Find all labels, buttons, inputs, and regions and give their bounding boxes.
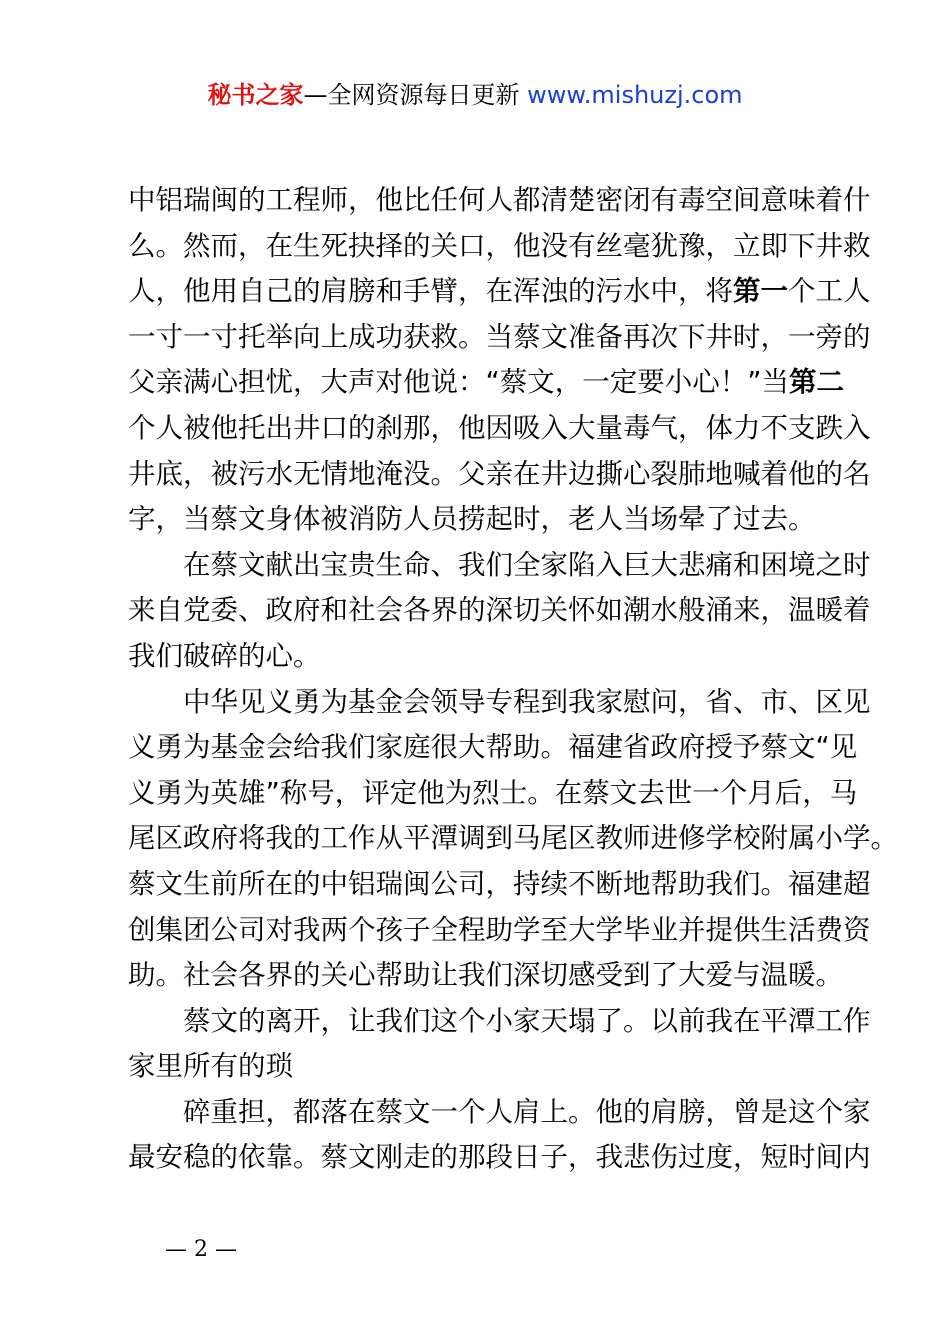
paragraph-first-line: 中华见义勇为基金会领导专程到我家慰问，省、市、区见 bbox=[183, 685, 871, 718]
text-line: 一寸一寸托举向上成功获救。当蔡文准备再次下井时，一旁的 bbox=[128, 320, 871, 353]
text-line: 蔡文生前所在的中铝瑞闽公司，持续不断地帮助我们。福建超 bbox=[128, 867, 871, 900]
paragraph-first-line: 蔡文的离开，让我们这个小家天塌了。以前我在平潭工作 bbox=[183, 1004, 871, 1037]
site-brand: 秘书之家 bbox=[207, 81, 304, 109]
text-line: 义勇为基金会给我们家庭很大帮助。福建省政府授予蔡文“见 bbox=[128, 731, 858, 764]
text-line: 来自党委、政府和社会各界的深切关怀如潮水般涌来，温暖着 bbox=[128, 594, 871, 627]
text-line: 创集团公司对我两个孩子全程助学至大学毕业并提供生活费资 bbox=[128, 913, 871, 946]
paragraph-first-line: 碎重担，都落在蔡文一个人肩上。他的肩膀，曾是这个家 bbox=[183, 1095, 871, 1128]
text-segment: 个工人 bbox=[788, 275, 871, 308]
text-line bbox=[128, 269, 871, 315]
text-line: 最安稳的依靠。蔡文刚走的那段日子，我悲伤过度，短时间内 bbox=[128, 1141, 871, 1174]
text-line: 字，当蔡文身体被消防人员捞起时，老人当场晕了过去。 bbox=[128, 503, 816, 536]
site-slogan: —全网资源每日更新 bbox=[303, 81, 520, 109]
site-header bbox=[0, 78, 950, 112]
text-line: 家里所有的琐 bbox=[128, 1050, 293, 1083]
text-line: 井底，被污水无情地淹没。父亲在井边撕心裂肺地喊着他的名 bbox=[128, 457, 871, 490]
text-line: 我们破碎的心。 bbox=[128, 639, 321, 672]
bold-text: 第二 bbox=[789, 366, 844, 399]
text-segment: 人，他用自己的肩膀和手臂，在浑浊的污水中，将 bbox=[128, 275, 733, 308]
text-line: 个人被他托出井口的刹那，他因吸入大量毒气，体力不支跌入 bbox=[128, 411, 871, 444]
text-line: 尾区政府将我的工作从平潭调到马尾区教师进修学校附属小学。 bbox=[128, 822, 898, 855]
text-line: 中铝瑞闽的工程师，他比任何人都清楚密闭有毒空间意味着什 bbox=[128, 184, 871, 216]
text-line: 助。社会各界的关心帮助让我们深切感受到了大爱与温暖。 bbox=[128, 959, 843, 992]
bold-text: 第一 bbox=[733, 275, 788, 308]
text-segment: 父亲满心担忧，大声对他说：“蔡文，一定要小心！”当 bbox=[128, 366, 789, 399]
site-url-link[interactable]: www.mishuzj.com bbox=[527, 81, 743, 109]
text-line: 义勇为英雄”称号，评定他为烈士。在蔡文去世一个月后，马 bbox=[128, 776, 858, 809]
document-body bbox=[128, 178, 898, 1181]
text-line bbox=[128, 360, 848, 406]
paragraph-first-line: 在蔡文献出宝贵生命、我们全家陷入巨大悲痛和困境之时 bbox=[183, 548, 871, 581]
page-number: — 2 — bbox=[165, 1237, 237, 1262]
text-line: 么。然而，在生死抉择的关口，他没有丝毫犹豫，立即下井救 bbox=[128, 229, 871, 262]
